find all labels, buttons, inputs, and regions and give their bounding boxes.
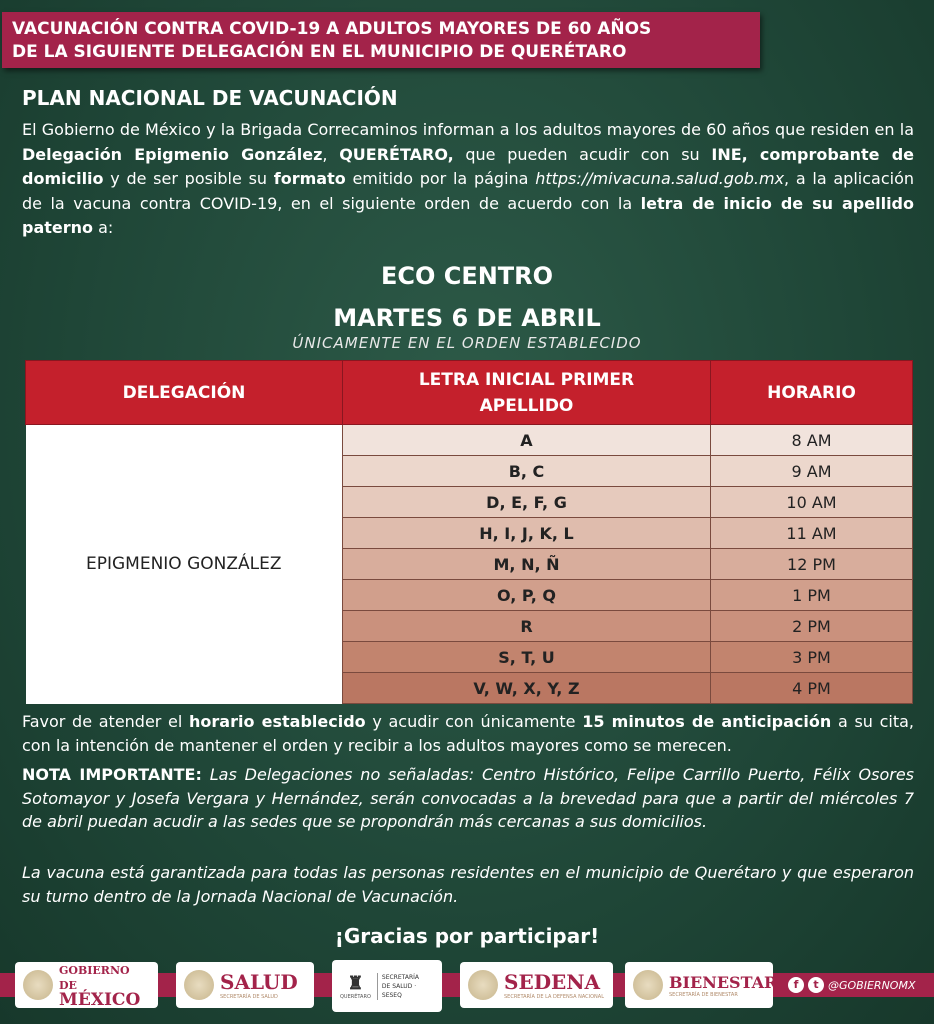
text: que pueden acudir con su [453,144,712,164]
letters-cell: B, C [343,456,711,487]
time-cell: 4 PM [711,673,913,704]
important-note [22,763,914,834]
text: GOBIERNO DE [59,963,130,992]
letters-cell: D, E, F, G [343,487,711,518]
header-banner [2,12,760,68]
important-text: Las Delegaciones no señaladas: Centro Histórico, Felipe Carrillo Puerto, Félix Osores Sotomayor y Josefa Vergara y Hernández, serán convocadas a la brevedad para que a partir del miércoles 7 de abril puedan acudir a las sedes que se propondrán más cercanas a sus domicilios. [22,765,915,831]
text: DE SALUD · SESEQ [381,982,417,999]
text: Delegación Epigmenio González [22,144,323,164]
text: SALUD [220,970,298,994]
attend-note [22,710,914,757]
text: , a la aplicación de la vacuna contra COVID-19, en el siguiente orden de acuerdo con la [22,169,914,213]
url-text: https://mivacuna.salud.gob.mx [535,169,785,188]
important-label: NOTA IMPORTANTE: [22,765,202,784]
text: MÉXICO [59,989,141,1010]
time-cell: 3 PM [711,642,913,673]
text: SEDENA [504,970,601,994]
schedule-table [25,360,913,704]
text: Favor de atender el [22,712,190,731]
logo-gobierno-mexico [15,962,158,1008]
time-cell: 9 AM [711,456,913,487]
thanks: ¡Gracias por participar! [334,924,600,948]
header-line-2: DE LA SIGUIENTE DELEGACIÓN EN EL MUNICIPIO DE QUERÉTARO [12,42,627,62]
logo-sedena [460,962,613,1008]
letters-cell: V, W, X, Y, Z [343,673,711,704]
intro-paragraph [22,118,914,241]
text: BIENESTAR [669,972,778,992]
text: horario establecido [189,712,366,731]
guarantee-note: La vacuna está garantizada para todas las personas residentes en el municipio de Querétaro y que esperaron su turno dentro de la Jornada Nacional de Vacunación. [22,863,914,906]
logo-salud [176,962,314,1008]
order-note: ÚNICAMENTE EN EL ORDEN ESTABLECIDO [292,334,642,352]
time-cell: 10 AM [711,487,913,518]
text: , [322,144,340,164]
time-cell: 1 PM [711,580,913,611]
text: SECRETARÍA DE SALUD [220,994,278,1000]
seal-icon [184,970,214,1000]
time-cell: 2 PM [711,611,913,642]
time-cell: 12 PM [711,549,913,580]
text: SECRETARÍA DE LA DEFENSA NACIONAL [504,994,604,1000]
letters-cell: A [343,425,711,456]
table-row [26,425,913,456]
time-cell: 11 AM [711,518,913,549]
venue: ECO CENTRO [380,262,554,290]
seal-icon [633,970,663,1000]
text: letra de inicio de su apellido paterno [22,193,914,237]
twitter-icon[interactable]: t [808,977,824,993]
facebook-icon[interactable]: f [788,977,804,993]
letters-cell: R [343,611,711,642]
header-line-1: VACUNACIÓN CONTRA COVID-19 A ADULTOS MAYORES DE 60 AÑOS [12,19,652,39]
text: a su cita, con la intención de mantener el orden y recibir a los adultos mayores como se merecen. [22,712,915,755]
text: QUERÉTARO [340,993,371,1000]
logo-bienestar [625,962,778,1008]
delegation-cell: EPIGMENIO GONZÁLEZ [26,425,343,704]
text: y de ser posible su [103,169,274,188]
text: y acudir con únicamente [365,712,583,731]
social-handle[interactable]: @GOBIERNOMX [828,978,916,992]
text: 15 minutos de anticipación [582,712,832,731]
seal-icon [468,970,498,1000]
text: emitido por la página [345,169,536,188]
text: SECRETARÍA DE BIENESTAR [669,991,738,998]
time-cell: 8 AM [711,425,913,456]
text: El Gobierno de México y la Brigada Correcaminos informan a los adultos mayores de 60 años que residen en la [22,120,914,139]
col-header-letter: LETRA INICIAL PRIMER APELLIDO [343,361,711,425]
logo-seseq [332,960,442,1012]
col-header-delegation: DELEGACIÓN [26,361,343,425]
letters-cell: S, T, U [343,642,711,673]
text: INE, comprobante de domicilio [22,144,915,188]
plan-title: PLAN NACIONAL DE VACUNACIÓN [22,86,398,110]
seal-icon [23,970,53,1000]
text: SECRETARÍA [381,973,419,981]
queretaro-crest-icon: ♜ [347,972,364,994]
date: MARTES 6 DE ABRIL [333,304,601,332]
letters-cell: O, P, Q [343,580,711,611]
col-header-time: HORARIO [711,361,913,425]
social-links [788,977,915,993]
letters-cell: H, I, J, K, L [343,518,711,549]
text: a: [93,218,114,237]
text: formato [273,169,346,188]
letters-cell: M, N, Ñ [343,549,711,580]
text: QUERÉTARO, [339,144,454,164]
